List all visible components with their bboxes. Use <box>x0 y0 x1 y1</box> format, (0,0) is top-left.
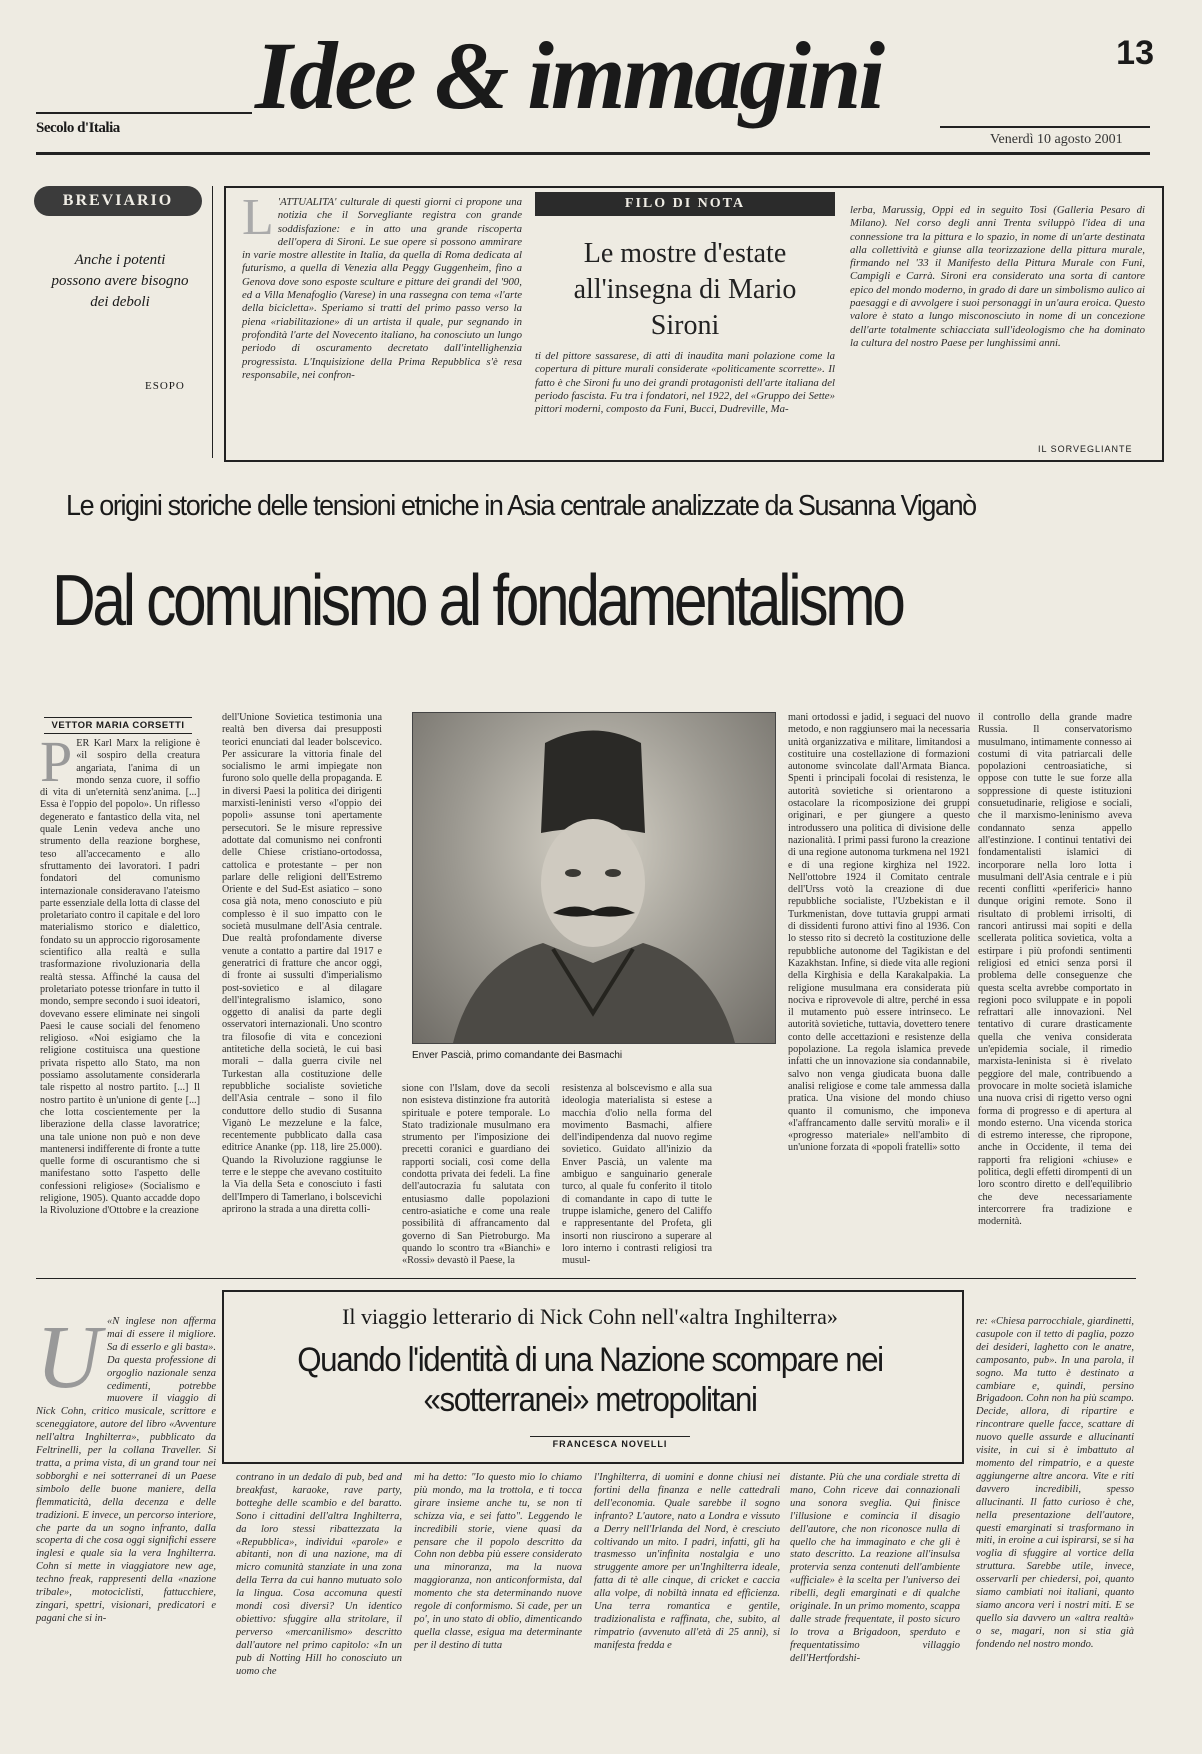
portrait-illustration <box>413 713 775 1043</box>
breviario-author: ESOPO <box>145 380 185 392</box>
paper-name: Secolo d'Italia <box>36 120 120 136</box>
breviario-quote: Anche i potenti possono avere bisogno dei deboli <box>51 252 189 310</box>
bottom-article-headline: Quando l'identità di una Nazione scompare nei «sotterranei» metropolitani <box>297 1341 883 1419</box>
photo-caption: Enver Pascià, primo comandante dei Basmachi <box>412 1050 623 1061</box>
main-article-column-6: il controllo della grande madre Russia. Il conservatorismo musulmano, intimamente connesso ai costumi di vita patriarcali delle popolazioni centroasiatiche, si oppose con tutte le sue forze alla soppressione di queste istituzioni consuetudinarie, religiose e sociali, che il marxismo-leninismo aveva condannato senza appello all'estinzione. I continui tentativi dei fondamentalisti islamici di incorporare nella loro lotta i musulmani dell'Asia centrale e i più recenti conflitti «periferici» hanno dunque origini remote. Sono il risultato di problemi irrisolti, di rancori antirussi mai sopiti e della scellerata politica sovietica, volta a estirpare i più profondi sentimenti religiosi ed etnici senza porsi il problema delle conseguenze che questa scelta avrebbe comportato in regioni poco sviluppate e in popoli refrattari alle innovazioni. Nel tentativo di curare drasticamente quella che veniva considerata un'epidemia sociale, il rimedio marxista-leninista si è rivelato peggiore del male, contribuendo a provocare in molte società islamiche una nuova crisi di rigetto verso ogni forma di progresso e di apertura al mondo esterno. Una vicenda storica di estremo interesse, che ripropone, anche in Occidente, il tema dei rapporti fra religioni «chiuse» e politica, degli effetti dirompenti di un loro scontro diretto e dell'equilibrio che deve necessariamente intercorrere fra tradizione e modernità. <box>978 712 1132 1228</box>
dropcap: P <box>40 729 73 794</box>
filo-di-nota-column-3: lerba, Marussig, Oppi ed in seguito Tosi (Galleria Pesaro di Milano). Nel corso degli anni Trenta sviluppò l'idea di una connessione tra la pittura e lo spazio, in nome di un'arte destinata alla collettività e giunse alla teorizzazione della pittura murale, firmando nel '33 il Manifesto della Pittura Murale con Funi, Campigli e Carrà. Sironi era considerato una sorta di cantore epico del mondo moderno, in grado di dare un simbolismo aulico ai paesaggi e di avvolgere i suoi personaggi in un'aura eroica. Questo valore è stato a lungo misconosciuto in nome di un concezione dell'arte totalmente schiacciata sull'ideologismo che ha dominato la cultura del nostro Paese per lunghissimi anni. <box>850 204 1145 349</box>
column-text: 'ATTUALITA' culturale di questi giorni ci propone una notizia che il Sorvegliante registra con grande soddisfazione: e in atto una grande riscoperta dell'opera di Sironi. Le sue opere si possono ammirare in varie mostre allestite in Italia, da quella di Roma dedicata al futurismo, a quella di Venezia alla Peggy Guggenheim, fino a Genova dove sono esposte sculture e pitture dei grandi del '900, ed a Villa Menafoglio (Varese) in una rassegna con tema «l'arte della bicicletta». Speriamo si tratti del primo passo verso la piena «riabilitazione» di un artista il quale, pur segnando in profondità l'arte del Novecento italiano, ha conosciuto un lungo periodo di oscuramento decretato dall'intellighenzia progressista. L'Inquisizione della Prima Repubblica s'è resa responsabile, nei confron- <box>242 196 522 381</box>
bottom-article-column-2: contrano in un dedalo di pub, bed and breakfast, karaoke, rave party, botteghe delle scambio e del baratto. Sono i cittadini dell'altra Inghilterra, da loro stessi ribattezzata la «Repubblica», individui «parole» e abitanti, non di una nazione, ma di micro comunità stanziate in una zona della Terra da cui hanno mutuato solo la lingua. Cosa accomuna questi mondi così diversi? Un identico obiettivo: sfuggire alla stritolare, il perverso «mercanilismo» descritto dall'autore nel primo capitolo: «In un pub di Notting Hill ho conosciuto un uomo che <box>236 1472 402 1677</box>
section-title: Idee & immagini <box>255 22 882 129</box>
main-article-headline: Dal comunismo al fondamentalismo <box>52 561 903 641</box>
filo-di-nota-banner: FILO DI NOTA <box>535 192 835 216</box>
bottom-article-column-1 <box>36 1308 216 1736</box>
filo-di-nota-signature: IL SORVEGLIANTE <box>1038 444 1133 454</box>
masthead-rule-bottom <box>36 152 1150 155</box>
dropcap: U <box>36 1308 101 1407</box>
page-number: 13 <box>1116 34 1154 72</box>
bottom-article-kicker: Il viaggio letterario di Nick Cohn nell'«altra Inghilterra» <box>342 1304 838 1329</box>
main-article-column-5: mani ortodossi e jadid, i seguaci del nuovo metodo, e non raggiunsero mai la necessaria unità organizzativa e militare, limitandosi a costituire una costellazione di formazioni autonome svincolate dall'Armata Bianca. Spenti i principali focolai di resistenza, le autorità sovietiche si orientarono a ostacolare la ricomposizione dei gruppi originari, e per giungere a questo introdussero una politica di divisione delle nazionalità. I primi passi furono la creazione di una regione autonoma turkmena nel 1921 e di una regione kirghiza nel 1922. Nell'ottobre 1924 il Comitato centrale dell'Urss votò la creazione di due repubbliche socialiste, l'Uzbekistan e il Turkmenistan, dove tuttavia gruppi armati di dissidenti furono attivi fino al 1936. Con lo stesso rito si decretò la costituzione delle repubbliche autonome del Tagikistan e del Kazakhstan. Infine, si diede vita alle regioni della Kirghisia e della Karakalpakia. La religione musulmana era considerata più nociva e riprovevole di altre, perché in essa il mutamento può essere intrinseco. Le autorità sovietiche, tuttavia, dovettero tenere conto delle accettazioni e resistenze della popolazione. La regola islamica prevede infatti che un innovazione sia condannabile, salvo non venga giudicata buona dalle analisi religiose e come tale ammessa dalla pratica. Una visione del mondo chiuso quanto il comunismo, che imponeva «l'affrancamento dalle servitù morali» e il «progresso materiale» nell'ambito di un'unione forzata di «popoli fratelli» sotto <box>788 712 970 1154</box>
bottom-article-column-5: distante. Più che una cordiale stretta di mano, Cohn riceve dai connazionali una sonora sveglia. Qui finisce l'illusione e comincia il disagio dell'autore, che non riconosce nulla di quello che ha immaginato e che gli è stato descritto. La reazione all'insulsa protervia senza contenuti dell'ambiente «ufficiale» è la scelta per l'universo dei ribelli, degli emarginati e di qualche originale. In un primo momento, scappa dalle strade frequentate, il posto sicuro lo trova a Brigadoon, sperduto e frequentatissimo villaggio dell'Hertfordshi- <box>790 1472 960 1664</box>
section-divider <box>36 1278 1136 1279</box>
column-text: «N inglese non afferma mai di essere il migliore. Sa di esserlo e gli basta». Da questa professione di orgoglio nazionale senza cedimenti, potrebbe muovere il viaggio di Nick Cohn, critico musicale, scrittore e sceneggiatore, autore del libro «Avventure nell'altra Inghilterra», pubblicato da Feltrinelli, per la collana Traveller. Si tratta, a prima vista, di un grand tour nei sobborghi e nei sotterranei di un Paese simbolo delle buone maniere, della flemmaticità, della decenza e delle tradizioni. E invece, un percorso interiore, che parte da un sogno infranto, dalla scoperta di che cosa oggi significhi essere inglesi e quale sia la vera Inghilterra. Cohn si mette in viaggiatore new age, techno freak, rappresenti della «nazione tribale», motociclisti, fattucchiere, zingari, spettri, visionari, predicatori e pagani che si in- <box>36 1316 216 1624</box>
main-article-column-2: dell'Unione Sovietica testimonia una realtà ben diversa dai presupposti teorici enunciati dal leader bolscevico. Per assicurare la vittoria finale del socialismo le armi impiegate non furono solo quelle della propaganda. E in diversi Paesi la politica dei dirigenti marxisti-leninisti verso «l'oppio dei popoli» assunse toni apertamente persecutori. Se le misure repressive adottate dal comunismo nei confronti delle Chiese cristiano-ortodossa, cattolica e protestante – per non parlare delle religioni dell'Estremo Oriente e del Sud-Est asiatico – sono cosa già nota, meno conosciuto e più complesso è il suo impatto con le società musulmane dell'Asia centrale. Due realtà profondamente diverse venute a contatto a partire dal 1917 e generatrici di fratture che ancor oggi, di fronte ai sussulti d'imperialismo post-sovietico e al dilagare dell'integralismo islamico, sono oggetto di analisi da parte degli osservatori internazionali. Uno scontro tra filosofie di vita e concezioni antitetiche della società, le cui basi morali – dalla guerra civile nel Turkestan alla costituzione delle repubbliche socialiste sovietiche dell'Asia centrale – sono il filo conduttore dello studio di Susanna Viganò Le mezzelune e la falce, recentemente pubblicato dalla casa editrice Ananke (pp. 118, lire 25.000). Quando la Rivoluzione raggiunse le terre e le steppe che avevano costituito la Via della Seta e conosciuto i fasti dell'Impero di Tamerlano, i bolscevichi aprirono la strada a una diretta colli- <box>222 712 382 1215</box>
filo-di-nota-column-2: ti del pittore sassarese, di atti di inaudita mani polazione come la copertura di pitture murali considerate «politicamente scorrette». Il fatto è che Sironi fu uno dei grandi protagonisti dell'arte italiana del periodo fascista. Fu tra i fondatori, nel 1922, del «Gruppo dei Sette» pittori moderni, composto da Funi, Bucci, Dudreville, Ma- <box>535 350 835 416</box>
bottom-article-column-4: l'Inghilterra, di uomini e donne chiusi nei fortini della finanza e nelle cattedrali dell'economia. Quale sarebbe il sogno infranto? L'autore, nato a Londra e vissuto a Derry nell'Irlanda del Nord, è cresciuto coltivando un mito. I padri, infatti, gli ha trasmesso un'infinita nostalgia e uno struggente amore per un'Inghilterra ideale, fatta di tè alle cinque, di cricket e caccia alla volpe, di nobiltà innata ed efficienza. Una terra romantica e gentile, tradizionalista e raffinata, che, subito, al rimpatrio (avvenuto all'età di 25 anni), si manifesta fredda e <box>594 1472 780 1651</box>
bottom-article-byline: FRANCESCA NOVELLI <box>530 1436 690 1449</box>
main-article-column-1 <box>40 729 200 1248</box>
filo-di-nota-column-1 <box>242 189 522 446</box>
dropcap: L <box>242 189 274 246</box>
breviario-divider <box>212 186 213 458</box>
masthead-rule-left <box>36 112 252 114</box>
bottom-article-column-3: mi ha detto: "Io questo mio lo chiamo più mondo, ma la trottola, e ti tocca girare insieme anche tu, se non ti schizza via, e sei fatto". Leggendo le incredibili storie, viene quasi da pensare che il popolo descritto da Cohn non debba più essere considerato una minoranza, ma la nuova maggioranza, non anticonformista, dal momento che sta determinando nuove regole di conformismo. Si cade, per un po', in uno stato di oblio, dimenticando quella classe, esigua ma determinante per il destino di tutta <box>414 1472 582 1651</box>
issue-date: Venerdì 10 agosto 2001 <box>990 132 1123 147</box>
breviario-badge: BREVIARIO <box>34 186 202 216</box>
main-article-column-4: resistenza al bolscevismo e alla sua ideologia materialista si estese a macchia d'olio nella forma del movimento Basmachi, alfiere dell'indipendenza dal nuovo regime sovietico. Guidato all'inizio da Enver Pascià, un valente ma ambiguo e sanguinario generale turco, al quale fu conferito il titolo di comandante in capo di tutte le truppe islamiche, genero del Califfo e rappresentante del Profeta, gli insorti non riuscirono a superare al loro interno i contrasti religiosi tra musul- <box>562 1083 712 1267</box>
column-text: ER Karl Marx la religione è «il sospiro della creatura angariata, l'anima di un mondo senza cuore, il soffio di vita di un'eternità senz'anima. [...] Essa è l'oppio del popolo». Un riflesso degenerato e fantastico della vita, nel quale Lenin vedeva anche uno strumento della reazione borghese, teso all'accecamento e allo sfruttamento dei lavoratori. I padri fondatori del comunismo internazionale consideravano l'ateismo parte essenziale della lotta di classe del proletariato contro il capitale e del loro materialismo storico e dialettico, fondato su un approccio rigorosamente scientifico alla realtà e sulla trasformazione rivoluzionaria della realtà stessa. Affinché la causa del proletariato potesse trionfare in tutto il mondo, sempre secondo i suoi ideatori, dovevano essere eliminate nei singoli Paesi le cause sociali del fenomeno religioso. «Noi esigiamo che la religione costituisca una questione privata rispetto allo Stato, ma non possiamo assolutamente considerarla tale rispetto al nostro partito. [...] Il nostro partito è un'unione di gente [...] che lotta coscientemente per la liberazione della classe lavoratrice; una tale unione non può e non deve mantenersi indifferente di fronte a tutte quelle forme di oscurantismo che si manifestano sotto l'aspetto delle confessioni religiose» (Socialismo e religione, 1905). Quanto accadde dopo la Rivoluzione d'Ottobre e la creazione <box>40 738 200 1217</box>
bottom-article-column-6: re: «Chiesa parrocchiale, giardinetti, casupole con il tetto di paglia, pozzo dei desideri, laghetto con le anatre, camposanto, pub». In una parola, il sogno. Ma tutto è destinato a cambiare e, quindi, persino Brigadoon. Cohn non ha più scampo. Decide, allora, di ripartire e rincontrare quelle facce, scattare di nuovo quelle assurde e allucinanti visite, in cui si è imbattuto al momento del rimpatrio, e a queste aggiungerne altre ancora. Vite e riti davvero incredibili, spesso allucinanti. Il fatto curioso è che, nella presentazione dell'autore, questi emarginati si trasformano in miti, in eroine a cui ispirarsi, se si ha voglia di sfuggire al vortice della struttura. Sarebbe utile, invece, osservarli per chiedersi, poi, quanto siamo cambiati noi italiani, quanto siamo ancora veri i nostri miti. E se quello sia davvero un «altra realtà» o se, magari, non si stia già fondendo nel nostro mondo. <box>976 1316 1134 1650</box>
main-article-byline: VETTOR MARIA CORSETTI <box>44 717 192 734</box>
filo-di-nota-headline: Le mostre d'estate all'insegna di Mario Sironi <box>573 238 797 341</box>
masthead-rule-right <box>940 126 1150 128</box>
main-article-kicker: Le origini storiche delle tensioni etniche in Asia centrale analizzate da Susanna Viganò <box>66 490 976 522</box>
main-article-column-3: sione con l'Islam, dove da secoli non esisteva distinzione fra autorità spirituale e potere temporale. Lo Stato tradizionale musulmano era strumento per l'imposizione dei precetti coranici e guardiano dei rapporti sociali, così come della condotta privata dei fedeli. La fine dell'autocrazia fu salutata con entusiasmo dalle popolazioni centro-asiatiche e come una reale possibilità di affrancamento dal governo di San Pietroburgo. Ma quando lo scontro tra «Bianchi» e «Rossi» devastò il Paese, la <box>402 1083 550 1267</box>
enver-pascia-photo <box>412 712 776 1044</box>
